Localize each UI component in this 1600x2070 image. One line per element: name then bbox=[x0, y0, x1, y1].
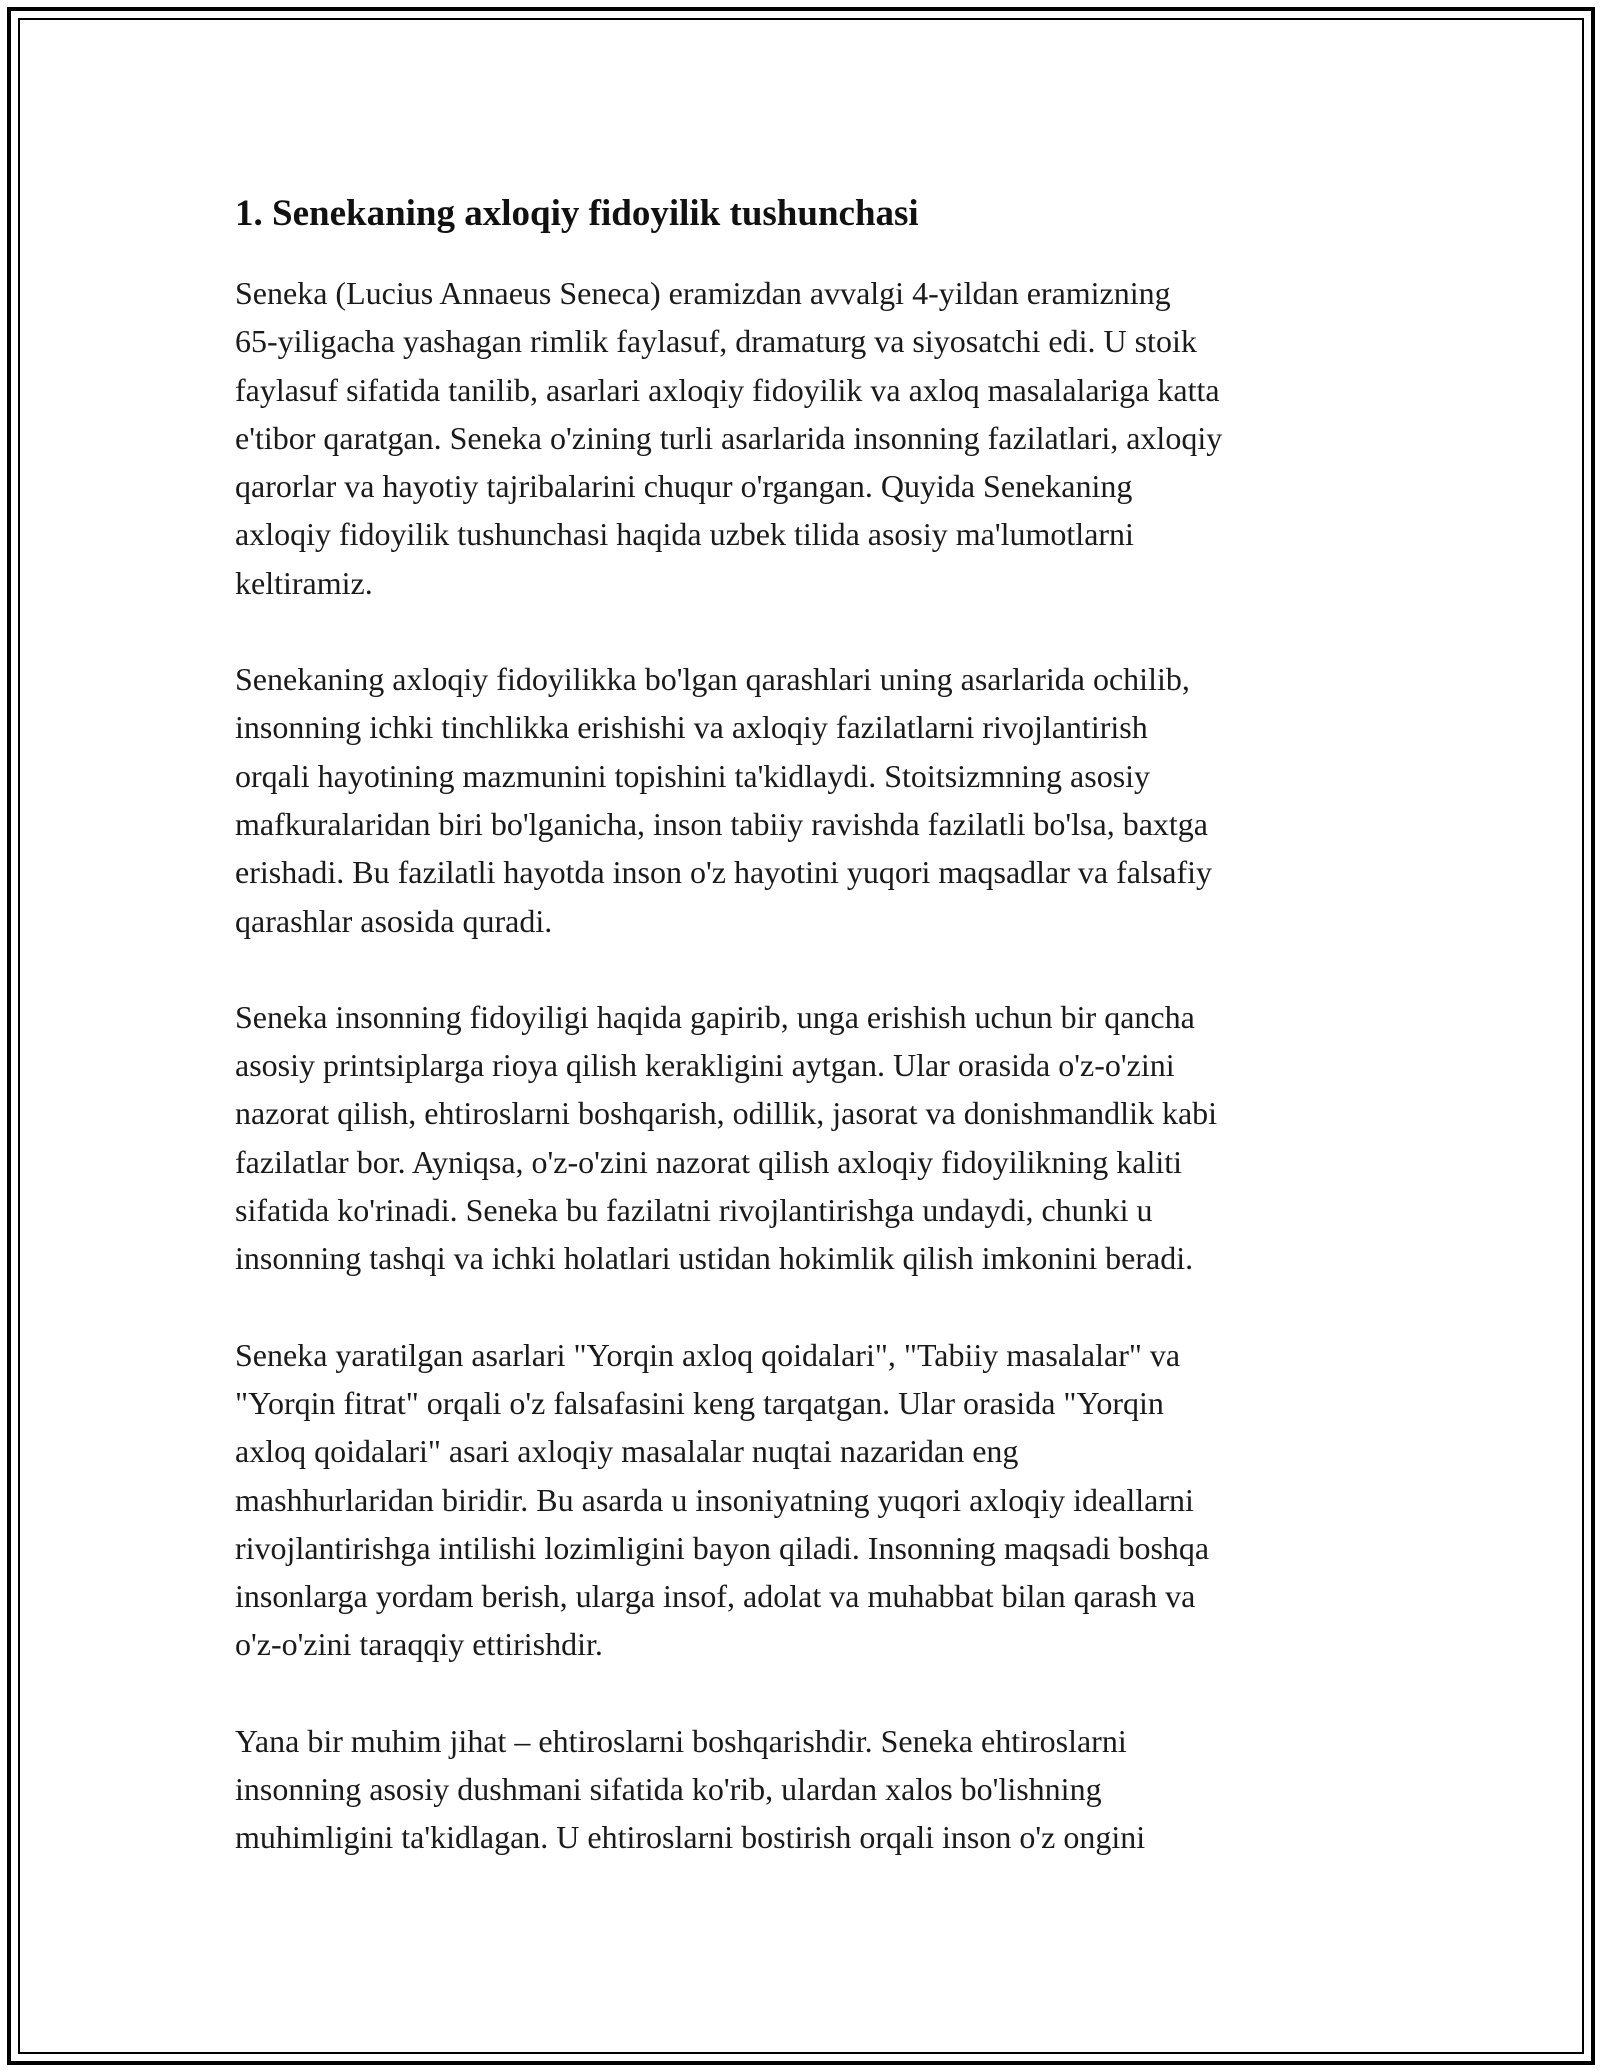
text-line: fazilatlar bor. Ayniqsa, o'z-o'zini nazorat qilish axloqiy fidoyilikning kaliti bbox=[235, 1143, 1183, 1180]
paragraph-4 bbox=[235, 1331, 1375, 1669]
text-line: Seneka yaratilgan asarlari "Yorqin axloq qoidalari", "Tabiiy masalalar" va bbox=[235, 1336, 1181, 1373]
text-line: 65-yiligacha yashagan rimlik faylasuf, dramaturg va siyosatchi edi. U stoik bbox=[235, 323, 1197, 360]
text-line: keltiramiz. bbox=[235, 564, 373, 601]
text-line: asosiy printsiplarga rioya qilish kerakligini aytgan. Ular orasida o'z-o'zini bbox=[235, 1047, 1175, 1084]
text-line: Seneka (Lucius Annaeus Seneca) eramizdan avvalgi 4-yildan eramizning bbox=[235, 275, 1171, 311]
section-heading: 1. Senekaning axloqiy fidoyilik tushunchasi bbox=[235, 193, 919, 234]
text-line: rivojlantirishga intilishi lozimligini bayon qiladi. Insonning maqsadi boshqa bbox=[235, 1529, 1210, 1566]
text-line: "Yorqin fitrat" orqali o'z falsafasini keng tarqatgan. Ular orasida "Yorqin bbox=[235, 1384, 1164, 1421]
paragraph-1 bbox=[235, 269, 1375, 607]
text-line: mafkuralaridan biri bo'lganicha, inson tabiiy ravishda fazilatli bo'lsa, baxtga bbox=[235, 805, 1208, 842]
text-line: faylasuf sifatida tanilib, asarlari axloqiy fidoyilik va axloq masalalariga katta bbox=[235, 371, 1220, 408]
text-line: axloqiy fidoyilik tushunchasi haqida uzbek tilida asosiy ma'lumotlarni bbox=[235, 516, 1134, 553]
text-line: insonning asosiy dushmani sifatida ko'rib, ulardan xalos bo'lishning bbox=[235, 1771, 1102, 1808]
paragraph-2 bbox=[235, 655, 1375, 945]
document-body bbox=[235, 186, 1375, 1910]
text-line: insonning ichki tinchlikka erishishi va axloqiy fazilatlarni rivojlantirish bbox=[235, 709, 1148, 746]
text-line: o'z-o'zini taraqqiy ettirishdir. bbox=[235, 1626, 603, 1663]
text-line: axloq qoidalari" asari axloqiy masalalar nuqtai nazaridan eng bbox=[235, 1433, 1019, 1470]
text-line: muhimligini ta'kidlagan. U ehtiroslarni bostirish orqali inson o'z ongini bbox=[235, 1819, 1146, 1856]
text-line: orqali hayotining mazmunini topishini ta'kidlaydi. Stoitsizmning asosiy bbox=[235, 757, 1151, 794]
paragraph-5 bbox=[235, 1717, 1375, 1862]
text-line: insonning tashqi va ichki holatlari ustidan hokimlik qilish imkonini beradi. bbox=[235, 1240, 1194, 1277]
text-line: Senekaning axloqiy fidoyilikka bo'lgan qarashlari uning asarlarida ochilib, bbox=[235, 661, 1190, 698]
text-line: qarorlar va hayotiy tajribalarini chuqur o'rgangan. Quyida Senekaning bbox=[235, 468, 1133, 505]
text-line: erishadi. Bu fazilatli hayotda inson o'z hayotini yuqori maqsadlar va falsafiy bbox=[235, 854, 1213, 891]
text-line: mashhurlaridan biridir. Bu asarda u insoniyatning yuqori axloqiy ideallarni bbox=[235, 1481, 1194, 1518]
text-line: qarashlar asosida quradi. bbox=[235, 902, 553, 939]
text-line: Yana bir muhim jihat – ehtiroslarni boshqarishdir. Seneka ehtiroslarni bbox=[235, 1722, 1127, 1759]
text-line: e'tibor qaratgan. Seneka o'zining turli asarlarida insonning fazilatlari, axloqiy bbox=[235, 419, 1223, 456]
text-line: Seneka insonning fidoyiligi haqida gapirib, unga erishish uchun bir qancha bbox=[235, 998, 1195, 1035]
text-line: nazorat qilish, ehtiroslarni boshqarish, odillik, jasorat va donishmandlik kabi bbox=[235, 1095, 1218, 1132]
paragraph-3 bbox=[235, 993, 1375, 1283]
text-line: sifatida ko'rinadi. Seneka bu fazilatni rivojlantirishga undaydi, chunki u bbox=[235, 1192, 1153, 1229]
text-line: insonlarga yordam berish, ularga insof, adolat va muhabbat bilan qarash va bbox=[235, 1578, 1196, 1615]
